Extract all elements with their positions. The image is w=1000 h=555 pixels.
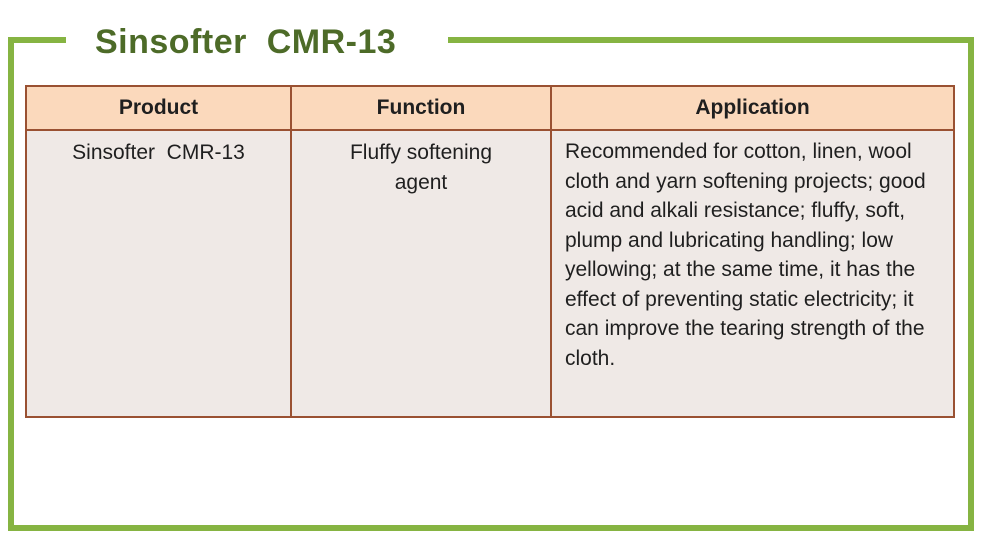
function-cell-text: Fluffy softening agent: [349, 141, 493, 194]
table-row: [26, 130, 954, 417]
table-header-row: [26, 86, 954, 130]
green-frame-top-left-segment: [8, 37, 66, 43]
green-frame-top-right-segment: [448, 37, 974, 43]
function-cell: [291, 130, 551, 417]
product-spec-table: [25, 85, 955, 418]
page-title: Sinsofter CMR-13: [95, 23, 397, 61]
column-header-function: Function: [291, 86, 551, 130]
application-cell: Recommended for cotton, linen, wool cloth and yarn softening projects; good acid and alkali resistance; fluffy, soft, plump and lubricating handling; low yellowing; at the same time, it has the effect of preventing static electricity; it can improve the tearing strength of the cloth.: [551, 130, 954, 417]
product-cell: Sinsofter CMR-13: [26, 130, 291, 417]
column-header-product: Product: [26, 86, 291, 130]
column-header-application: Application: [551, 86, 954, 130]
